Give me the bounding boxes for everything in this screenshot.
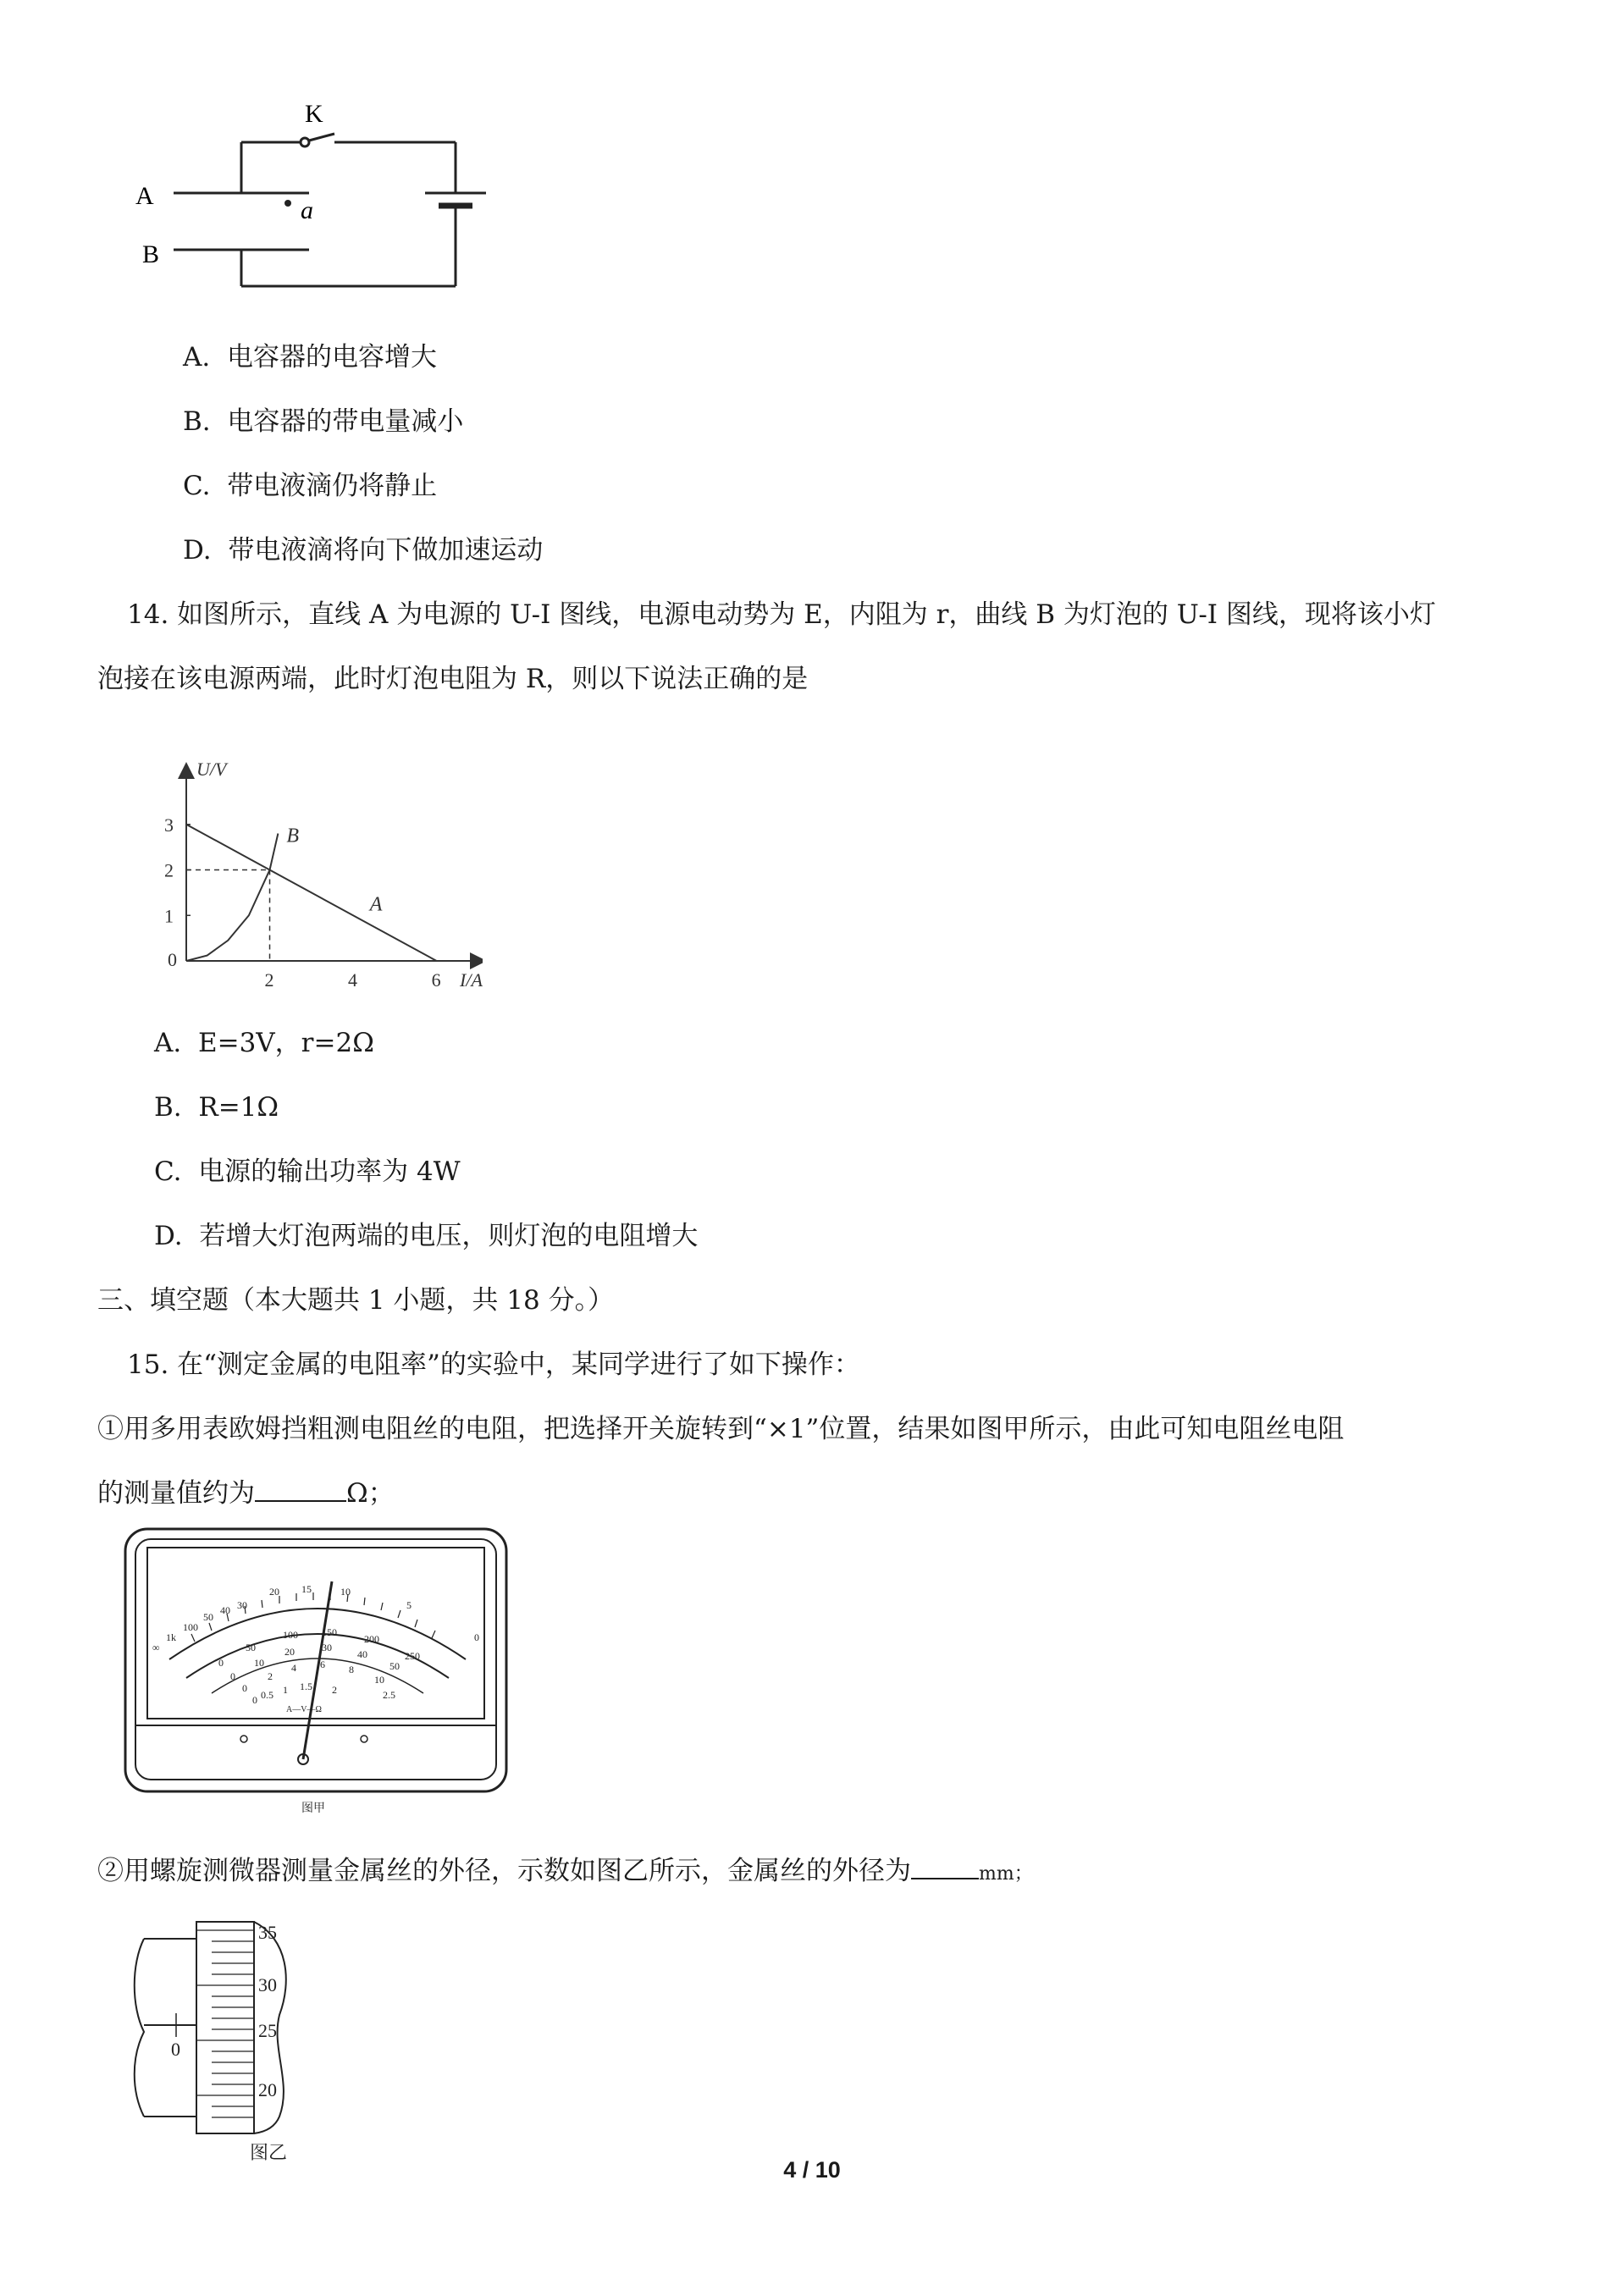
q15-stem: 15. 在“测定金属的电阻率”的实验中，某同学进行了如下操作：: [127, 1349, 860, 1380]
svg-text:50: 50: [203, 1611, 213, 1623]
section-title: 三、填空题（本大题共 1 小题，共 18 分。）: [97, 1285, 615, 1316]
capacitor-circuit-figure: [127, 93, 500, 296]
page-number: 4 / 10: [783, 2157, 841, 2183]
switch-label: K: [305, 100, 323, 128]
svg-text:1: 1: [283, 1684, 288, 1696]
answer-blank-diameter[interactable]: [911, 1854, 979, 1879]
origin-label: 0: [168, 949, 177, 970]
y-tick-label: 3: [164, 814, 174, 836]
svg-text:∞: ∞: [152, 1642, 160, 1653]
option-letter: A.: [183, 342, 211, 373]
series-label-B: B: [286, 825, 300, 847]
svg-text:2: 2: [268, 1670, 273, 1682]
svg-text:100: 100: [183, 1621, 198, 1633]
option-letter: D.: [183, 535, 212, 566]
q14-option-c: [154, 1155, 461, 1189]
svg-text:0: 0: [171, 2039, 180, 2060]
series-line-A: [186, 825, 437, 961]
svg-text:30: 30: [237, 1599, 247, 1611]
svg-text:30: 30: [322, 1642, 332, 1653]
drop-label: a: [301, 196, 313, 224]
svg-text:A—V—Ω: A—V—Ω: [286, 1705, 322, 1714]
option-letter: A.: [154, 1028, 182, 1058]
q14-option-d: [154, 1219, 698, 1253]
svg-text:6: 6: [320, 1659, 325, 1670]
svg-text:40: 40: [357, 1648, 367, 1660]
svg-text:4: 4: [291, 1662, 296, 1674]
svg-text:50: 50: [389, 1660, 400, 1672]
svg-text:25: 25: [258, 2020, 277, 2041]
svg-text:0: 0: [218, 1657, 224, 1669]
x-axis-label: I/A: [460, 969, 483, 991]
answer-blank-resistance[interactable]: [255, 1476, 346, 1502]
svg-text:1k: 1k: [166, 1631, 176, 1643]
q15-part1-line1: ①用多用表欧姆挡粗测电阻丝的电阻，把选择开关旋转到“×1”位置，结果如图甲所示，由此可知电阻丝电阻: [97, 1414, 1345, 1444]
option-text: R=1Ω: [198, 1092, 279, 1123]
svg-text:20: 20: [269, 1586, 279, 1598]
svg-text:50: 50: [246, 1642, 256, 1653]
svg-text:100: 100: [283, 1629, 298, 1641]
text-prefix: 的测量值约为: [97, 1478, 255, 1509]
charged-drop: [284, 200, 291, 207]
svg-text:1.5: 1.5: [300, 1681, 312, 1692]
q15-part1-line2: [97, 1476, 395, 1510]
q13-option-a: [183, 340, 437, 374]
plate-b-label: B: [142, 240, 160, 268]
option-text: 电源的输出功率为 4W: [198, 1156, 461, 1187]
option-text: 带电液滴将向下做加速运动: [228, 535, 544, 566]
q13-option-b: [183, 405, 463, 439]
svg-text:8: 8: [349, 1664, 354, 1675]
svg-text:200: 200: [364, 1633, 379, 1645]
svg-text:30: 30: [258, 1974, 277, 1995]
x-tick-label: 2: [264, 969, 274, 991]
svg-text:40: 40: [220, 1604, 230, 1616]
option-letter: C.: [183, 471, 211, 501]
q14-option-b: [154, 1090, 279, 1124]
svg-text:10: 10: [340, 1586, 351, 1598]
text-suffix: Ω；: [346, 1478, 395, 1509]
svg-text:2: 2: [332, 1684, 337, 1696]
svg-text:0: 0: [474, 1631, 479, 1643]
q13-option-d: [183, 533, 543, 567]
svg-text:150: 150: [322, 1626, 337, 1638]
series-line-B: [186, 834, 278, 962]
option-letter: B.: [183, 406, 211, 437]
svg-text:15: 15: [301, 1583, 312, 1595]
option-letter: B.: [154, 1092, 182, 1123]
q14-stem-line1: 14. 如图所示，直线 A 为电源的 U-I 图线，电源电动势为 E，内阻为 r，曲线 B 为灯泡的 U-I 图线，现将该小灯: [127, 599, 1436, 630]
option-text: E=3V，r=2Ω: [197, 1028, 374, 1058]
option-text: 电容器的电容增大: [226, 342, 437, 373]
svg-text:0: 0: [230, 1670, 235, 1682]
multimeter-figure: [119, 1524, 516, 1820]
svg-text:35: 35: [258, 1922, 277, 1943]
series-label-A: A: [369, 893, 383, 916]
text-prefix: ②用螺旋测微器测量金属丝的外径，示数如图乙所示，金属丝的外径为: [97, 1856, 911, 1886]
micrometer-figure: [127, 1913, 381, 2167]
option-text: 电容器的带电量减小: [227, 406, 464, 437]
text-suffix: mm；: [979, 1863, 1033, 1885]
svg-text:5: 5: [406, 1599, 412, 1611]
svg-text:2.5: 2.5: [383, 1689, 395, 1701]
y-tick-label: 2: [164, 859, 174, 881]
y-tick-label: 1: [164, 905, 174, 927]
svg-text:20: 20: [284, 1646, 295, 1658]
svg-text:250: 250: [405, 1650, 420, 1662]
q14-stem-line2: 泡接在该电源两端，此时灯泡电阻为 R，则以下说法正确的是: [97, 664, 809, 694]
figure-caption: 图乙: [250, 2142, 288, 2163]
y-axis-label: U/V: [196, 759, 227, 780]
svg-text:10: 10: [254, 1657, 264, 1669]
option-letter: D.: [154, 1221, 183, 1251]
svg-text:0.5: 0.5: [261, 1689, 273, 1701]
option-text: 若增大灯泡两端的电压，则灯泡的电阻增大: [199, 1221, 699, 1251]
q13-option-c: [183, 469, 437, 503]
q14-option-a: [154, 1026, 374, 1060]
svg-text:0: 0: [252, 1694, 257, 1706]
svg-text:10: 10: [374, 1674, 384, 1686]
svg-text:20: 20: [258, 2079, 277, 2100]
svg-text:0: 0: [242, 1682, 247, 1694]
x-tick-label: 6: [431, 969, 441, 991]
x-tick-label: 4: [348, 969, 358, 991]
option-text: 带电液滴仍将静止: [227, 471, 438, 501]
figure-caption: 图甲: [301, 1802, 325, 1815]
u-i-graph: [135, 745, 483, 991]
option-letter: C.: [154, 1156, 182, 1187]
plate-a-label: A: [135, 182, 154, 210]
q15-part2: [97, 1854, 1033, 1891]
